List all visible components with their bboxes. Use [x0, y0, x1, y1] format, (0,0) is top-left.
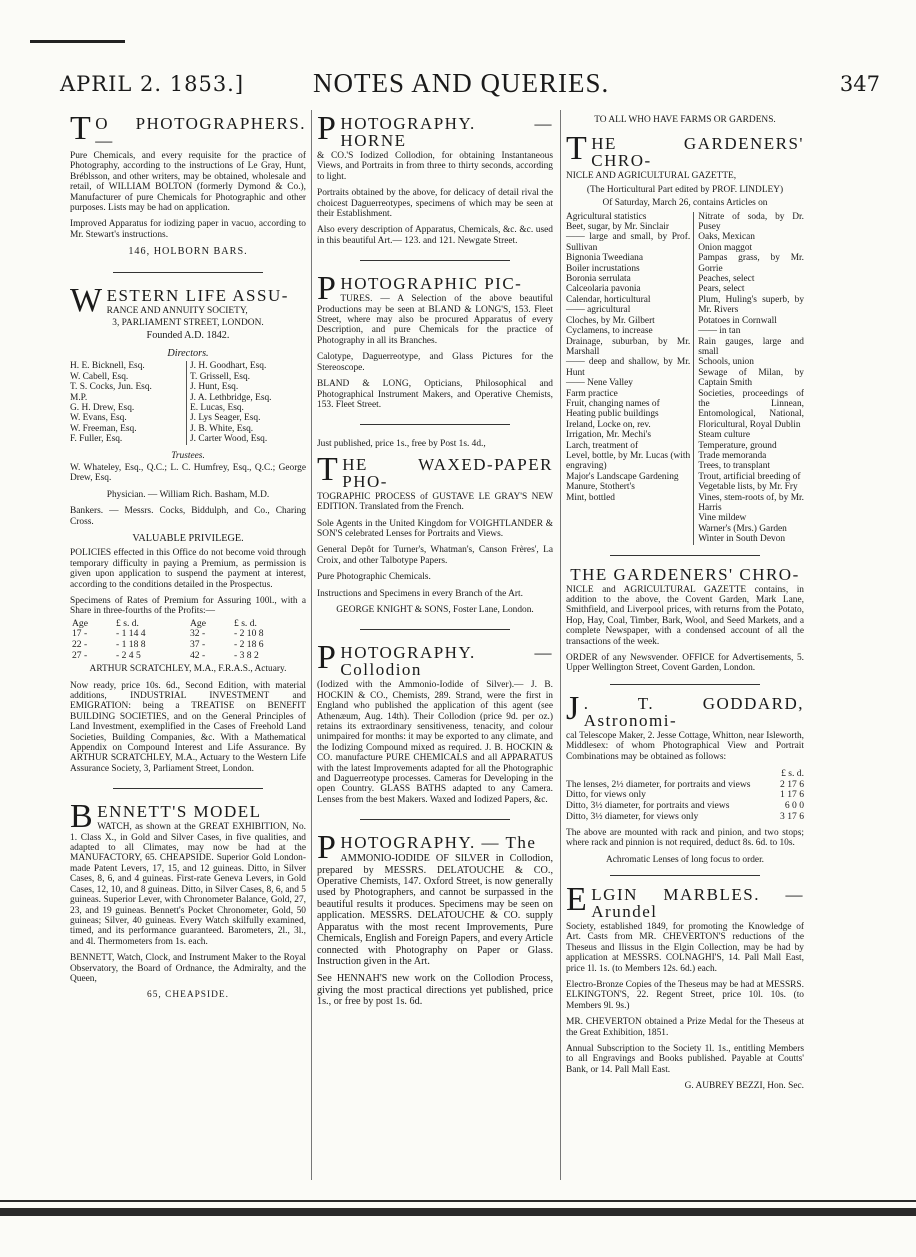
bottom-rule — [0, 1208, 916, 1216]
drop-cap: T — [70, 110, 93, 147]
rate-cell: 27 - — [72, 649, 88, 661]
ad-achromatic: Achromatic Lenses of long focus to order. — [605, 854, 765, 865]
ad-cheverton: MR. CHEVERTON obtained a Prize Medal for the Theseus at the Great Exhibition, 1851. — [566, 1017, 804, 1038]
article-item: Calceolaria pavonia — [566, 284, 641, 295]
directors-list — [70, 361, 306, 444]
ad-body: (Iodized with the Ammonio-Iodide of Silver).— J. B. HOCKIN & CO., Chemists, 289. Strand, were the first in England who published the application of this agent (see Athenæum, Aug. 14th). Their Collodion (price 9d. per oz.) retains its extraordinary sensitiveness, tenacity, and colour unimpaired for months: it may be exported to any climate, and the Iodizing Compound mixed as required. J. B. HOCKIN & CO. manufacture PURE CHEMICALS and all APPARATUS with the latest Improvements adapted for all the Photographic and Daguerreotype processes. Cameras for Developing in the open Country. GLASS BATHS adapted to any Camera. Lenses from the best Makers. Waxed and Iodized Papers, &c. — [317, 680, 553, 805]
rate-cell: 17 - — [72, 628, 88, 640]
director-name: J. B. White, Esq. — [190, 423, 254, 434]
ad-annual: Annual Subscription to the Society 1l. 1s., entitling Members to all Engravings and Books published. Payable at Coutts' Bank, or 14. Pall Mall East. — [566, 1043, 804, 1075]
article-item: Potatoes in Cornwall — [698, 315, 777, 326]
rate-row — [70, 629, 306, 640]
ad-heading: HE WAXED-PAPER PHO- — [342, 454, 553, 491]
director-name: E. Lucas, Esq. — [190, 402, 244, 413]
ad-maker: BENNETT, Watch, Clock, and Instrument Maker to the Royal Observatory, the Board of Ordnance, the Admiralty, and the Queen, — [70, 953, 306, 984]
article-item: Plum, Huling's superb, by Mr. Rivers — [698, 294, 804, 316]
section-rule — [360, 424, 510, 425]
ad-hockin — [317, 639, 553, 805]
article-item: Heating public buildings — [566, 409, 659, 420]
ad-edited: (The Horticultural Part edited by PROF. LINDLEY) — [586, 184, 784, 195]
price-value: 6 0 0 — [784, 800, 804, 812]
drop-cap: P — [317, 270, 338, 308]
ad-heading: LGIN MARBLES. — Arundel — [591, 884, 804, 921]
ad-heading: HOTOGRAPHY. — The — [340, 833, 537, 853]
article-item: Peaches, select — [698, 274, 755, 285]
article-item: —— in tan — [698, 326, 741, 337]
article-item: Fruit, changing names of — [566, 398, 660, 409]
price-row — [566, 812, 804, 823]
journal-title: NOTES AND QUERIES. — [313, 68, 610, 98]
ad-horne — [317, 110, 553, 246]
ad-depot: General Depôt for Turner's, Whatman's, Canson Frères', La Croix, and other Talbotype Papers. — [317, 545, 553, 566]
physician: Physician. — William Rich. Basham, M.D. — [106, 489, 270, 500]
director-name: H. E. Bicknell, Esq. — [70, 361, 145, 372]
ad-agents: Sole Agents in the United Kingdom for VOIGHTLANDER & SON'S celebrated Lenses for Portraits and Views. — [317, 518, 553, 539]
article-item: Trout, artificial breeding of — [698, 471, 801, 482]
article-item: —— Nene Valley — [566, 378, 633, 389]
ad-body: AMMONIO-IODIDE OF SILVER in Collodion, prepared by MESSRS. DELATOUCHE & CO., Operative Chemists, 147. Oxford Street, is now generally used by Photographers, and cannot be surpassed in the beautiful results it produces. Specimens may be seen on application. MESSRS. DELATOUCHE & CO. supply Apparatus with the most recent Improvements, Pure Chemicals, English and Foreign Papers, and every Article connected with Photography on Paper or Glass. Instruction given in the Art. — [317, 853, 553, 967]
price-item: The lenses, 2½ diameter, for portraits and views — [566, 778, 751, 790]
section-rule — [360, 819, 510, 820]
ad-secretary: G. AUBREY BEZZI, Hon. Sec. — [684, 1081, 804, 1092]
ad-gardeners-chronicle-2 — [566, 566, 804, 674]
ad-electro: Electro-Bronze Copies of the Theseus may be had at MESSRS. ELKINGTON'S, 22. Regent Street, price 10l. 10s. (to Members 9l. 9s.) — [566, 979, 804, 1011]
ad-saturday: Of Saturday, March 26, contains Articles on — [602, 198, 768, 209]
rate-column-header: Age — [72, 617, 88, 629]
article-item: Vine mildew — [698, 513, 747, 524]
article-item: Cloches, by Mr. Gilbert — [566, 315, 655, 326]
article-item: Beet, sugar, by Mr. Sinclair — [566, 222, 669, 233]
drop-cap: T — [317, 450, 340, 488]
ad-goddard — [566, 689, 804, 865]
article-item: Steam culture — [698, 430, 751, 441]
ad-bland: BLAND & LONG, Opticians, Philosophical and Photographical Instrument Makers, and Operative Chemists, 153. Fleet Street. — [317, 379, 553, 410]
price-value: 1 17 6 — [780, 789, 804, 801]
article-item: Irrigation, Mr. Mechi's — [566, 430, 652, 441]
section-rule — [113, 788, 263, 789]
director-name: F. Fuller, Esq. — [70, 434, 123, 445]
rate-cell: 32 - — [189, 628, 206, 640]
price-value: 2 17 6 — [780, 778, 804, 790]
ad-body: cal Telescope Maker, 2. Jesse Cottage, Whitton, near Isleworth, Middlesex: of whom Photographical View and Portrait Combinations may be obtained as follows: — [566, 730, 804, 762]
drop-cap: P — [317, 110, 338, 147]
article-item: Trees, to transplant — [698, 461, 770, 472]
article-item: —— agricultural — [566, 305, 631, 316]
ad-heading: . T. GODDARD, Astronomi- — [583, 693, 804, 730]
column-3 — [566, 115, 804, 1098]
article-item: Mint, bottled — [566, 492, 615, 503]
ad-gardeners-chronicle — [566, 130, 804, 545]
ad-heading: HE GARDENERS' CHRO- — [591, 134, 804, 171]
director-name: W. Cabell, Esq. — [70, 371, 129, 382]
ad-delatouche — [317, 829, 553, 1008]
trustees-label: Trustees. — [171, 450, 205, 461]
rate-row — [70, 651, 306, 662]
bottom-rule-thin — [0, 1200, 916, 1202]
ad-heading: HOTOGRAPHIC PIC- — [340, 274, 523, 294]
article-item: Winter in South Devon — [698, 534, 786, 545]
article-item: Major's Landscape Gardening — [566, 471, 679, 482]
ad-portraits: Portraits obtained by the above, for delicacy of detail rival the choicest Daguerreotypes, specimens of which may be seen at their Establishment. — [317, 188, 553, 220]
actuary: ARTHUR SCRATCHLEY, M.A., F.R.A.S., Actuary. — [89, 664, 287, 675]
bankers: Bankers. — Messrs. Cocks, Biddulph, and Co., Charing Cross. — [70, 506, 306, 527]
rate-column-header: £ s. d. — [116, 617, 139, 629]
article-item: Boronia serrulata — [566, 274, 631, 285]
rate-cell: - 3 8 2 — [234, 649, 259, 661]
director-name: G. H. Drew, Esq. — [70, 402, 135, 413]
price-header: £ s. d. — [781, 768, 804, 780]
rate-column-header: Age — [189, 617, 206, 629]
price-list — [566, 780, 804, 823]
ad-heading: ESTERN LIFE ASSU- — [106, 285, 289, 305]
article-item: Nitrate of soda, by Dr. Pusey — [698, 211, 804, 233]
director-name: J. Hunt, Esq. — [190, 382, 239, 393]
drop-cap: E — [566, 880, 589, 918]
price-item: Ditto, 3½ diameter, for views only — [566, 810, 699, 822]
article-item: Bignonia Tweediana — [566, 253, 644, 264]
article-item: Pampas grass, by Mr. Gorrie — [698, 253, 804, 274]
ad-body: & CO.'S Iodized Collodion, for obtaining Instantaneous Views, and Portraits in from three to thirty seconds, according to light. — [317, 151, 553, 182]
article-item: Level, bottle, by Mr. Lucas (with engraving) — [566, 450, 691, 472]
drop-cap: P — [317, 829, 338, 867]
ad-to-photographers — [70, 110, 306, 258]
rate-column-header: £ s. d. — [234, 617, 257, 629]
ad-body: TOGRAPHIC PROCESS of GUSTAVE LE GRAY'S NEW EDITION. Translated from the French. — [317, 491, 553, 513]
article-item: Trade memoranda — [698, 450, 767, 461]
rate-cell: - 1 18 8 — [116, 639, 146, 650]
column-2 — [317, 110, 553, 1014]
ad-note: Improved Apparatus for iodizing paper in vacuo, according to Mr. Stewart's instructions. — [70, 219, 306, 240]
article-item: Rain gauges, large and small — [698, 336, 804, 357]
rate-cell: 42 - — [189, 649, 206, 661]
rate-cell: - 2 4 5 — [116, 649, 141, 661]
section-rule — [360, 629, 510, 630]
ad-waxed-paper — [317, 439, 553, 615]
drop-cap: W — [70, 281, 104, 319]
ad-bennett — [70, 798, 306, 1001]
ad-heading: HOTOGRAPHY. — Collodion — [340, 643, 553, 680]
farms-heading: TO ALL WHO HAVE FARMS OR GARDENS. — [594, 115, 776, 125]
ad-subheading: RANCE AND ANNUITY SOCIETY, — [106, 305, 248, 316]
page-number: 347 — [839, 72, 880, 96]
director-name: M.P. — [70, 392, 88, 403]
director-name: W. Freeman, Esq. — [70, 423, 137, 434]
drop-cap: P — [317, 639, 338, 677]
ad-body: Society, established 1849, for promoting the Knowledge of Art. Casts from MR. CHEVERTON'S reductions of the Theseus and Ilissus in the Elgin Collection, may be had by application at MESSRS. COLNAGHI'S, 14. Pall Mall East, price 1l. 1s. (to Members 12s. 6d.) each. — [566, 921, 804, 974]
section-rule — [360, 260, 510, 261]
rate-row — [70, 640, 306, 651]
ad-heading: HOTOGRAPHY. — HORNE — [340, 114, 553, 150]
article-item: —— deep and shallow, by Mr. Hunt — [566, 357, 691, 378]
director-name: T. Grissell, Esq. — [190, 371, 250, 382]
article-item: —— large and small, by Prof. Sullivan — [566, 232, 691, 253]
ad-photographic-pictures — [317, 270, 553, 410]
article-item: Temperature, ground — [698, 440, 777, 451]
section-rule — [113, 272, 263, 273]
column-divider — [311, 110, 312, 1180]
rate-cell: 37 - — [189, 639, 206, 650]
ad-body: NICLE and AGRICULTURAL GAZETTE contains, in addition to the above, the Covent Garden, Mark Lane, Smithfield, and Liverpool prices, with returns from the Potato, Hop, Hay, Coal, Timber, Bark, Wool, and Seed Markets, and a complete Newspaper, with a condensed account of all the transactions of the week. — [566, 584, 804, 647]
column-divider — [560, 110, 561, 1180]
ad-order: ORDER of any Newsvender. OFFICE for Advertisements, 5. Upper Wellington Street, Covent Garden, London. — [566, 653, 804, 674]
director-name: T. S. Cocks, Jun. Esq. — [70, 382, 152, 393]
book-notice: Now ready, price 10s. 6d., Second Edition, with material additions, INDUSTRIAL INVESTMENT and EMIGRATION: being a TREATISE on BENEFIT BUILDING SOCIETIES, and on the General Principles of Land Investment, exemplified in the Cases of Freehold Land Societies, Building Companies, &c. With a Mathematical Appendix on Compound Interest and Life Assurance. By ARTHUR SCRATCHLEY, M.A., Actuary to the Western Life Assurance Society, 3, Parliament Street, London. — [70, 680, 306, 774]
section-rule — [610, 875, 760, 876]
ad-address: 3, PARLIAMENT STREET, LONDON. — [112, 318, 264, 329]
rate-cell: - 1 14 4 — [116, 628, 146, 640]
article-item: Vegetable lists, by Mr. Fry — [698, 482, 798, 493]
drop-cap: T — [566, 130, 589, 168]
founded-line: Founded A.D. 1842. — [146, 330, 230, 342]
article-item: Vines, stem-roots of, by Mr. Harris — [698, 492, 804, 513]
drop-cap: B — [70, 798, 95, 836]
ad-heading: ENNETT'S MODEL — [97, 802, 262, 822]
ad-hennah: See HENNAH'S new work on the Collodion Process, giving the most practical directions yet published, price 1s., or free by post 1s. 6d. — [317, 973, 553, 1008]
rate-cell: 22 - — [72, 639, 88, 650]
director-name: W. Evans, Esq. — [70, 413, 127, 424]
ad-elgin-marbles — [566, 880, 804, 1092]
article-item: Calendar, horticultural — [566, 294, 651, 305]
directors-label: Directors. — [167, 347, 209, 359]
article-item: Schools, union — [698, 357, 754, 368]
article-item: Onion maggot — [698, 242, 753, 253]
article-item: Drainage, suburban, by Mr. Marshall — [566, 336, 691, 357]
ad-body: Pure Chemicals, and every requisite for the practice of Photography, according to the instructions of Le Gray, Hunt, Bréblsson, and other writers, may be obtained, wholesale and retail, of WILLIAM BOLTON (formerly Dymond & Co.), Manufacturer of pure Chemicals for Photographic and other purposes. Lists may be had on application. — [70, 151, 306, 214]
price-item: Ditto, 3½ diameter, for portraits and views — [566, 800, 730, 812]
ad-above: The above are mounted with rack and pinion, and two stops; where rack and pinnion is not required, deduct 8s. 6d. to 10s. — [566, 827, 804, 849]
director-name: J. Carter Wood, Esq. — [190, 434, 268, 445]
ad-pure: Pure Photographic Chemicals. — [317, 572, 431, 583]
top-rule — [30, 40, 125, 43]
ad-instructions: Instructions and Specimens in every Branch of the Art. — [317, 588, 523, 599]
article-item: Oaks, Mexican — [698, 232, 755, 243]
director-name: J. H. Goodhart, Esq. — [190, 361, 267, 372]
ad-intro: Just published, price 1s., free by Post 1s. 4d., — [317, 439, 486, 450]
rate-cell: - 2 10 8 — [234, 628, 264, 640]
article-item: Larch, treatment of — [566, 440, 639, 451]
section-rule — [610, 684, 760, 685]
article-item: Pears, select — [698, 284, 745, 295]
ad-body: WATCH, as shown at the GREAT EXHIBITION, No. 1. Class X., in Gold and Silver Cases, in five qualities, and adapted to all Climates, may now be had at the MANUFACTORY, 65. CHEAPSIDE. Superior Gold London-made Patent Levers, 17, 15, and 12 guineas. Ditto, in Silver Cases, 8, 6, and 4 guineas. First-rate Geneva Levers, in Gold Cases, 12, 10, and 8 guineas. Ditto, in Silver Cases, 8, 6, and 5 guineas. Superior Lever, with Chronometer Balance, Gold, 27, 23, and 19 guineas. Bennett's Pocket Chronometer, Gold, 50 guineas; Silver, 40 guineas. Every Watch skilfully examined, timed, and its performance guaranteed. Barometers, 2l., 3l., and 4l. Thermometers from 1s. each. — [70, 822, 306, 947]
privilege-heading: VALUABLE PRIVILEGE. — [132, 532, 244, 544]
rate-cell: - 2 18 6 — [234, 639, 264, 650]
ad-knight: GEORGE KNIGHT & SONS, Foster Lane, London. — [336, 604, 534, 615]
articles-list — [566, 212, 804, 545]
ad-address: 65, CHEAPSIDE. — [147, 990, 229, 1001]
article-item: Cyclamens, to increase — [566, 326, 653, 337]
article-item: Farm practice — [566, 388, 618, 399]
ad-subheading: NICLE AND AGRICULTURAL GAZETTE, — [566, 171, 737, 182]
page-header — [60, 68, 880, 100]
director-name: J. Lys Seager, Esq. — [190, 413, 261, 424]
article-item: Ireland, Locke on, rev. — [566, 419, 651, 430]
ad-heading: THE GARDENERS' CHRO- — [570, 564, 800, 584]
article-item: Boiler incrustations — [566, 263, 640, 274]
ad-calotype: Calotype, Daguerreotype, and Glass Pictures for the Stereoscope. — [317, 352, 553, 373]
issue-date: APRIL 2. 1853.] — [60, 72, 245, 96]
ad-western-life — [70, 281, 306, 775]
premium-table — [70, 619, 306, 661]
article-item: Agricultural statistics — [566, 211, 647, 222]
trustees: W. Whateley, Esq., Q.C.; L. C. Humfrey, Esq., Q.C.; George Drew, Esq. — [70, 462, 306, 484]
article-item: Manure, Stothert's — [566, 482, 635, 493]
specimens-note: Specimens of Rates of Premium for Assuring 100l., with a Share in three-fourths of the Profits:— — [70, 596, 306, 617]
section-rule — [610, 555, 760, 556]
director-name: J. A. Lethbridge, Esq. — [190, 392, 272, 403]
article-item: Sewage of Milan, by Captain Smith — [698, 367, 804, 389]
price-item: Ditto, for views only — [566, 789, 646, 801]
article-item: Societies, proceedings of the Linnean, Entomological, National, Floricultural, Royal Dublin — [698, 388, 804, 430]
ad-body: TURES. — A Selection of the above beautiful Productions may be seen at BLAND & LONG'S, 153. Fleet Street, where may also be procured Apparatus of every Description, and pure Chemicals for the practice of Photography in all its Branches. — [317, 294, 553, 346]
privilege-body: POLICIES effected in this Office do not become void through temporary difficulty in paying a Premium, as permission is given upon application to suspend the payment at interest, according to the conditions detailed in the Prospectus. — [70, 548, 306, 590]
drop-cap: J — [566, 689, 581, 727]
ad-also: Also every description of Apparatus, Chemicals, &c. &c. used in this beautiful Art.— 123. and 121. Newgate Street. — [317, 225, 553, 246]
article-item: Warner's (Mrs.) Garden — [698, 523, 787, 534]
column-1 — [70, 110, 306, 1007]
ad-address: 146, HOLBORN BARS. — [128, 246, 248, 258]
price-value: 3 17 6 — [780, 810, 804, 822]
ad-heading: O PHOTOGRAPHERS. — — [95, 114, 306, 150]
